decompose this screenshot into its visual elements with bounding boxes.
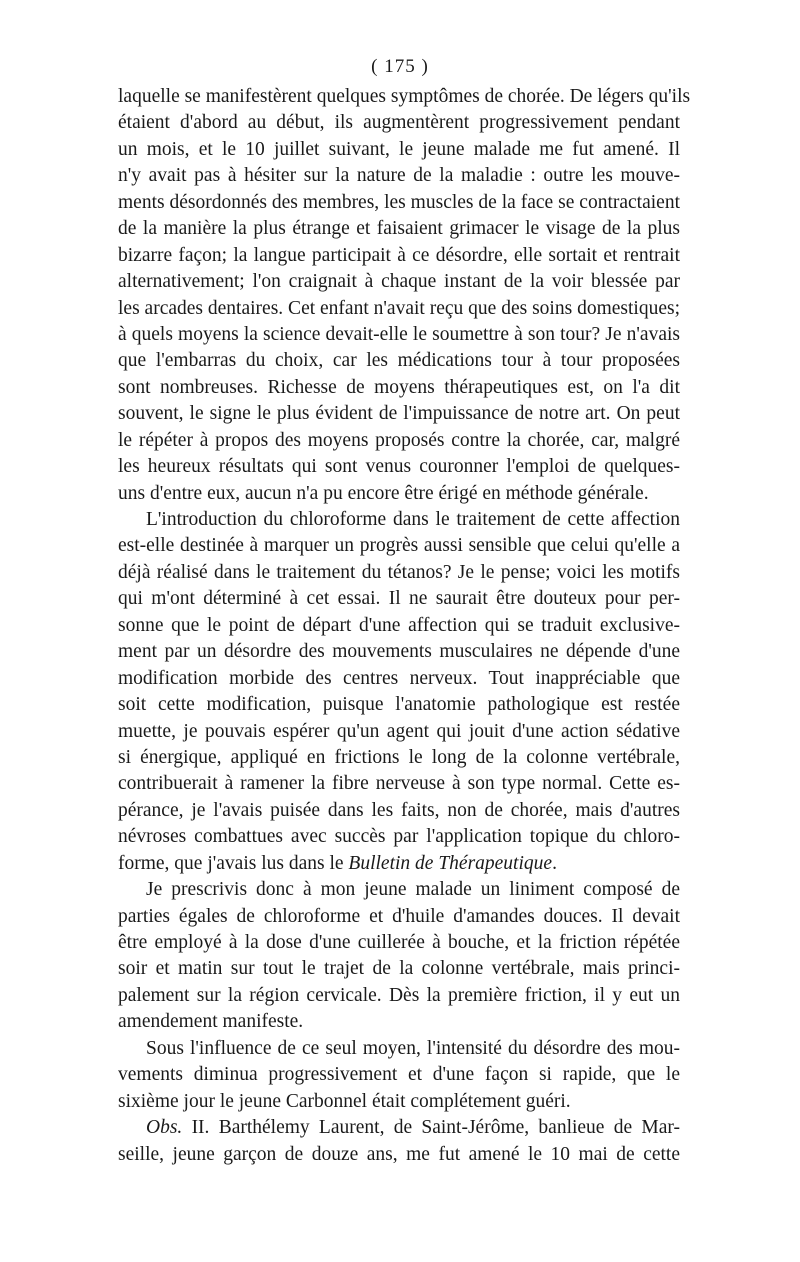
text-line: [118, 692, 680, 718]
text-line: [118, 956, 680, 982]
page-number: ( 175 ): [371, 56, 429, 77]
line-text: déjà réalisé dans le traitement du tétanos? Je le pense; voici les motifs: [118, 561, 680, 583]
text-line: [118, 216, 680, 242]
line-text: être employé à la dose d'une cuillerée à bouche, et la friction répétée: [118, 932, 680, 953]
line-text: modification morbide des centres nerveux. Tout inappréciable que: [118, 667, 680, 689]
text-line: [118, 824, 680, 850]
line-text: soir et matin sur tout le trajet de la colonne vertébrale, mais princi-: [118, 958, 680, 980]
line-text: un mois, et le 10 juillet suivant, le jeune malade me fut amené. Il: [118, 138, 680, 160]
line-text: vements diminua progressivement et d'une façon si rapide, que le: [118, 1064, 680, 1086]
line-text: soit cette modification, puisque l'anatomie pathologique est restée: [118, 694, 680, 716]
body-text: [118, 84, 691, 1168]
text-line: [118, 137, 680, 163]
line-text: sixième jour le jeune Carbonnel était complétement guéri.: [118, 1090, 571, 1112]
line-text: est-elle destinée à marquer un progrès aussi sensible que celui qu'elle a: [118, 535, 680, 557]
line-text: ments désordonnés des membres, les muscles de la face se contractaient: [118, 191, 680, 213]
text-line: [118, 401, 680, 427]
text-line: [118, 851, 680, 877]
line-text: seille, jeune garçon de douze ans, me fut amené le 10 mai de cette: [118, 1143, 680, 1165]
text-line: [118, 110, 680, 136]
line-text: Je prescrivis donc à mon jeune malade un liniment composé de: [146, 879, 680, 901]
text-line: [118, 163, 680, 189]
line-text: souvent, le signe le plus évident de l'impuissance de notre art. On peut: [118, 403, 680, 425]
text-line: [118, 719, 680, 745]
line-text: muette, je pouvais espérer qu'un agent qui jouit d'une action sédative: [118, 720, 680, 742]
line-text: n'y avait pas à hésiter sur la nature de la maladie : outre les mouve-: [118, 165, 680, 187]
text-line: [118, 586, 680, 612]
text-line: [118, 639, 680, 665]
line-text-end: .: [552, 852, 557, 874]
line-text: parties égales de chloroforme et d'huile d'amandes douces. Il devait: [118, 905, 680, 927]
text-line: [118, 348, 680, 374]
text-line: [118, 428, 680, 454]
line-text: qui m'ont déterminé à cet essai. Il ne saurait être douteux pour per-: [118, 588, 680, 610]
obs-label: Obs.: [146, 1117, 183, 1139]
text-line: [118, 1009, 680, 1035]
line-text: forme, que j'avais lus dans le: [118, 852, 349, 874]
line-text: contribuerait à ramener la fibre nerveuse à son type normal. Cette es-: [118, 773, 680, 795]
line-text: palement sur la région cervicale. Dès la première friction, il y eut un: [118, 984, 680, 1006]
line-text: de la manière la plus étrange et faisaient grimacer le visage de la plus: [118, 218, 680, 240]
line-text: si énergique, appliqué en frictions le long de la colonne vertébrale,: [118, 746, 680, 768]
line-text: ment par un désordre des mouvements musculaires ne dépende d'une: [118, 641, 680, 663]
journal-title: Bulletin de Thérapeutique: [348, 852, 553, 874]
line-text: sont nombreuses. Richesse de moyens thérapeutiques est, on l'a dit: [118, 376, 680, 398]
text-line: [118, 84, 691, 110]
line-text: laquelle se manifestèrent quelques symptômes de chorée. De légers qu'ils: [118, 86, 691, 107]
line-text: sonne que le point de départ d'une affection qui se traduit exclusive-: [118, 614, 680, 636]
text-line: [118, 613, 680, 639]
line-text: Sous l'influence de ce seul moyen, l'intensité du désordre des mou-: [146, 1037, 680, 1059]
text-line: [118, 745, 680, 771]
text-line: [118, 322, 680, 348]
line-text: alternativement; l'on craignait à chaque instant de la voir blessée par: [118, 271, 680, 293]
text-line: [118, 983, 680, 1009]
text-line: [118, 1062, 680, 1088]
line-text: uns d'entre eux, aucun n'a pu encore être érigé en méthode générale.: [118, 482, 649, 504]
line-text: II. Barthélemy Laurent, de Saint-Jérôme, banlieue de Mar-: [182, 1117, 680, 1139]
text-line: [118, 1036, 680, 1062]
text-line: [118, 533, 680, 559]
text-line: [118, 190, 680, 216]
text-line: [118, 296, 680, 322]
line-text: le répéter à propos des moyens proposés contre la chorée, car, malgré: [118, 429, 680, 451]
line-text: que l'embarras du choix, car les médications tour à tour proposées: [118, 350, 680, 372]
text-line: [118, 243, 680, 269]
text-line: [118, 560, 680, 586]
line-text: bizarre façon; la langue participait à ce désordre, elle sortait et rentrait: [118, 244, 680, 266]
text-line: [118, 930, 680, 956]
line-text: amendement manifeste.: [118, 1011, 304, 1033]
text-line: [118, 798, 680, 824]
text-line: [118, 1089, 680, 1115]
line-text: à quels moyens la science devait-elle le soumettre à son tour? Je n'avais: [118, 323, 680, 345]
text-line: [118, 269, 680, 295]
text-line: [118, 904, 680, 930]
text-line: [118, 454, 680, 480]
line-text: pérance, je l'avais puisée dans les faits, non de chorée, mais d'autres: [118, 799, 680, 821]
text-line: [118, 1115, 680, 1141]
line-text: les arcades dentaires. Cet enfant n'avait reçu que des soins domestiques;: [118, 297, 680, 319]
text-line: [118, 771, 680, 797]
text-line: [118, 507, 680, 533]
text-line: [118, 481, 680, 507]
text-line: [118, 1142, 680, 1168]
line-text: névroses combattues avec succès par l'application topique du chloro-: [118, 826, 680, 848]
line-text: étaient d'abord au début, ils augmentèrent progressivement pendant: [118, 112, 680, 134]
line-text: les heureux résultats qui sont venus couronner l'emploi de quelques-: [118, 456, 680, 478]
line-text: L'introduction du chloroforme dans le traitement de cette affection: [146, 509, 680, 530]
text-line: [118, 375, 680, 401]
text-line: [118, 666, 680, 692]
text-line: [118, 877, 680, 903]
